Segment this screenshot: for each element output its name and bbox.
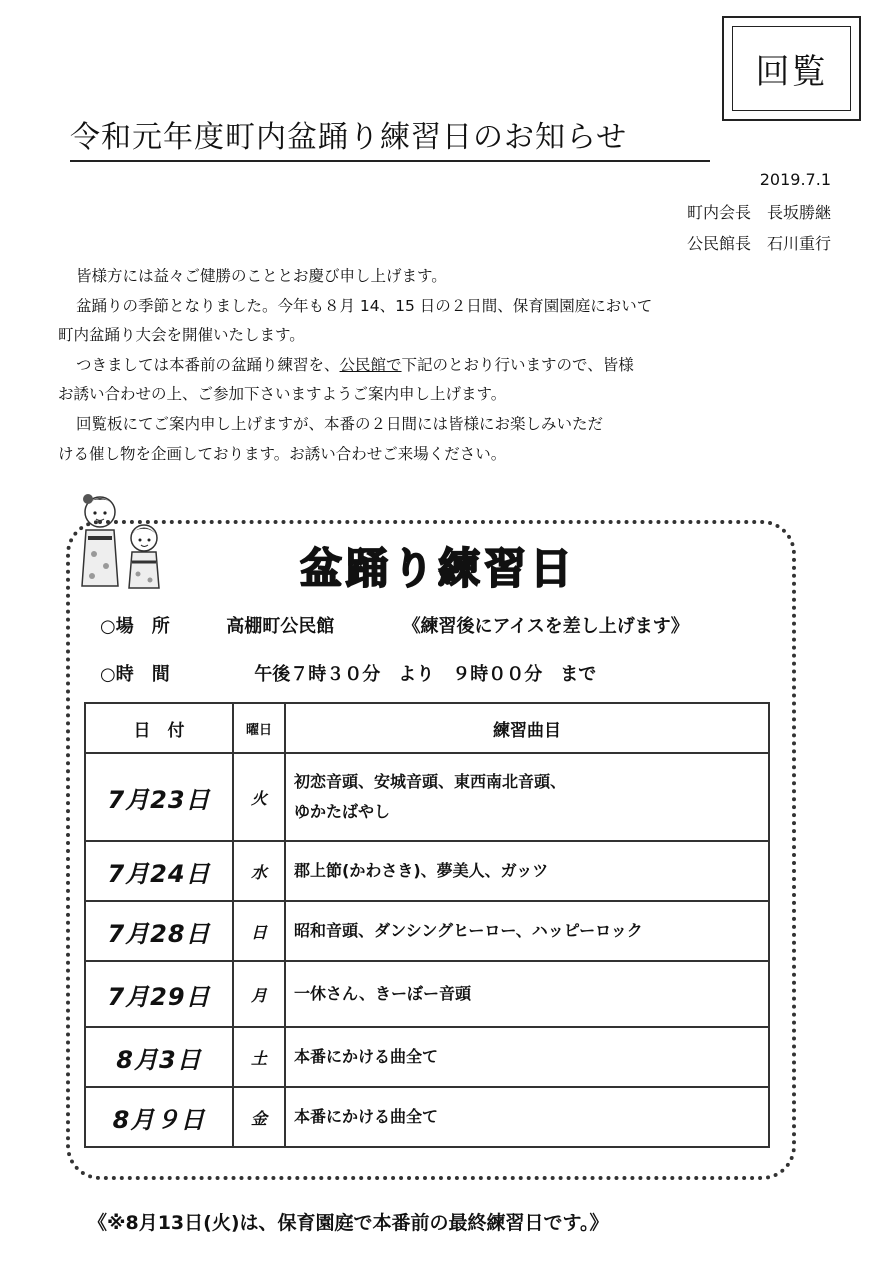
table-row [85,1087,769,1147]
place-note: 《練習後にアイスを差し上げます》 [402,616,689,637]
body-line: 回覧板にてご案内申し上げますが、本番の２日間には皆様にお楽しみいただ [76,414,604,433]
row-date: 7月24日 [85,841,233,901]
body-line: お誘い合わせの上、ご参加下さいますようご案内申し上げます。 [58,385,507,404]
header-songs: 練習曲目 [285,703,769,753]
body-text-part: つきましては本番前の盆踊り練習を、 [76,355,340,374]
place-line [100,612,689,638]
body-line: 町内盆踊り大会を開催いたします。 [58,326,305,345]
place-value: 高棚町公民館 [226,616,335,637]
header-date: 日 付 [85,703,233,753]
issue-date: 2019.7.1 [759,170,831,189]
table-row [85,961,769,1027]
body-line [58,351,818,381]
signature-chairman: 町内会長 長坂勝継 [686,203,831,222]
row-day-of-week: 月 [233,961,285,1027]
row-date: 8月９日 [85,1087,233,1147]
table-row [85,841,769,901]
place-label: ○場 所 [100,616,170,637]
row-day-of-week: 水 [233,841,285,901]
row-day-of-week: 金 [233,1087,285,1147]
signature-hall-director: 公民館長 石川重行 [686,234,831,253]
table-row [85,1027,769,1087]
table-row [85,753,769,841]
table-header-row [85,703,769,753]
practice-schedule-table [84,702,770,1148]
row-songs: 本番にかける曲全て [285,1027,769,1087]
row-songs: 郡上節(かわさき)、夢美人、ガッツ [285,841,769,901]
songs-line: 初恋音頭、安城音頭、東西南北音頭、 [294,772,567,791]
body-line: ける催し物を企画しております。お誘い合わせご来場ください。 [58,444,507,463]
stamp-text: 回覧 [732,26,851,111]
time-line [100,660,596,686]
table-row [85,901,769,961]
body-line: 盆踊りの季節となりました。今年も８月 14、15 日の２日間、保育園園庭において [76,296,653,315]
row-songs [285,753,769,841]
time-value: 午後７時３０分 より ９時００分 まで [254,664,597,685]
row-date: 7月28日 [85,901,233,961]
greeting-body [58,262,818,469]
songs-line: ゆかたばやし [294,802,391,821]
row-date: 7月23日 [85,753,233,841]
row-songs: 本番にかける曲全て [285,1087,769,1147]
page-title: 令和元年度町内盆踊り練習日のお知らせ [70,112,710,162]
underlined-venue: 公民館で [339,355,402,374]
row-songs: 昭和音頭、ダンシングヒーロー、ハッピーロック [285,901,769,961]
row-day-of-week: 日 [233,901,285,961]
row-day-of-week: 土 [233,1027,285,1087]
row-songs: 一休さん、きーぼー音頭 [285,961,769,1027]
schedule-heading: 盆踊り練習日 [299,544,576,593]
body-line: 皆様方には益々ご健勝のこととお慶び申し上げます。 [76,267,447,285]
header-day-of-week: 曜日 [233,703,285,753]
row-date: 7月29日 [85,961,233,1027]
circulation-stamp [722,16,861,121]
final-practice-note: 《※8月13日(火)は、保育園庭で本番前の最終練習日です。》 [88,1212,609,1234]
row-day-of-week: 火 [233,753,285,841]
body-text-part: 下記のとおり行いますので、皆様 [401,355,634,374]
row-date: 8月3日 [85,1027,233,1087]
time-label: ○時 間 [100,664,170,685]
